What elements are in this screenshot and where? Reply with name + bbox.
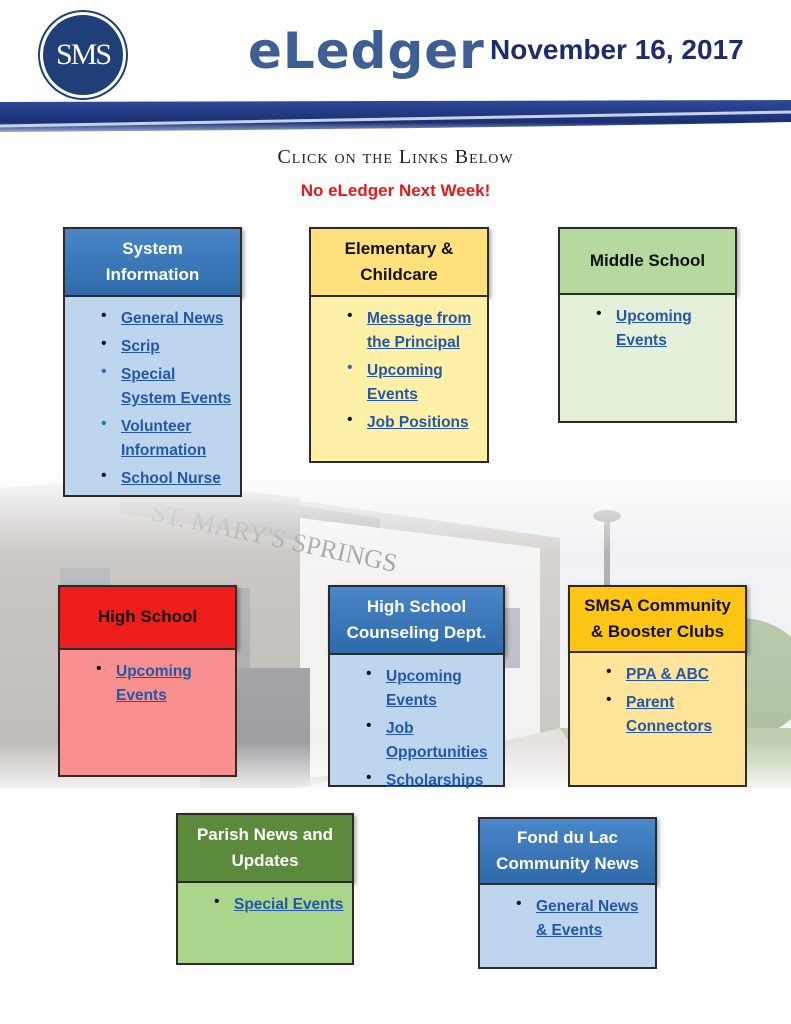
issue-date: November 16, 2017 xyxy=(490,34,744,65)
list-item xyxy=(311,359,487,407)
parish-title-line2: Updates xyxy=(231,851,299,870)
list-item xyxy=(311,307,487,355)
counseling-card xyxy=(328,585,505,790)
link-job[interactable]: Job xyxy=(386,720,414,738)
page-title: eLedger xyxy=(248,22,485,80)
smsa-title-line2: & Booster Clubs xyxy=(590,622,725,641)
middle-school-card xyxy=(558,227,737,423)
logo-text: SMS xyxy=(55,38,111,71)
middle-school-body xyxy=(558,295,737,423)
link-events[interactable]: Events xyxy=(386,692,437,710)
link-ppa-abc[interactable]: PPA & ABC xyxy=(626,666,709,683)
link-scrip[interactable]: Scrip xyxy=(121,338,160,356)
link-and-events[interactable]: & Events xyxy=(536,922,603,940)
list-item xyxy=(65,415,240,463)
smsa-body xyxy=(568,653,747,787)
fond-du-lac-title-line2: Community News xyxy=(496,854,639,873)
system-information-card xyxy=(63,227,242,497)
list-item xyxy=(65,467,240,491)
link-the-principal[interactable]: the Principal xyxy=(367,334,461,352)
elementary-title-line1: Elementary & xyxy=(344,238,454,258)
list-item xyxy=(311,411,487,435)
link-events[interactable]: Events xyxy=(616,332,667,350)
link-connectors[interactable]: Connectors xyxy=(626,718,713,736)
system-information-body xyxy=(63,297,242,497)
click-links-heading: Click on the Links Below xyxy=(277,146,514,168)
counseling-links xyxy=(330,665,503,793)
list-item xyxy=(60,660,235,708)
system-information-title-line2: Information xyxy=(105,265,200,284)
list-item xyxy=(330,769,503,793)
link-system-events[interactable]: System Events xyxy=(121,390,232,408)
counseling-title-line2: Counseling Dept. xyxy=(346,623,487,642)
parish-links xyxy=(178,893,352,917)
link-special[interactable]: Special xyxy=(121,366,176,384)
list-item xyxy=(65,307,240,331)
list-item xyxy=(65,335,240,359)
link-events[interactable]: Events xyxy=(367,386,418,404)
smsa-card xyxy=(568,585,747,787)
parish-header xyxy=(176,813,354,883)
link-volunteer[interactable]: Volunteer xyxy=(121,418,192,436)
high-school-header xyxy=(58,585,237,650)
elementary-header xyxy=(309,227,489,297)
link-special-events[interactable]: Special Events xyxy=(234,896,344,913)
system-information-title-line1: System xyxy=(122,238,183,258)
middle-school-title: Middle School xyxy=(589,250,706,270)
link-message-from[interactable]: Message from xyxy=(367,310,472,327)
system-information-header xyxy=(63,227,242,297)
smsa-title-line1: SMSA Community xyxy=(584,595,731,615)
header-swoosh-bar xyxy=(0,100,791,134)
elementary-card xyxy=(309,227,489,463)
fond-du-lac-links xyxy=(480,895,655,943)
list-item xyxy=(65,363,240,411)
link-school-nurse[interactable]: School Nurse xyxy=(121,470,221,488)
list-item xyxy=(570,663,745,687)
link-general-news[interactable]: General News xyxy=(536,898,639,915)
link-upcoming[interactable]: Upcoming xyxy=(367,362,443,380)
middle-school-links xyxy=(560,305,735,353)
parish-title-line1: Parish News and xyxy=(196,824,334,844)
smsa-links xyxy=(570,663,745,739)
high-school-title: High School xyxy=(97,607,198,627)
fond-du-lac-card xyxy=(478,817,657,969)
list-item xyxy=(570,691,745,739)
link-volunteer-information[interactable]: Information xyxy=(121,442,207,460)
link-upcoming[interactable]: Upcoming xyxy=(386,668,462,685)
counseling-title-line1: High School xyxy=(366,596,467,616)
sms-logo xyxy=(40,12,126,98)
system-information-links xyxy=(65,307,240,491)
list-item xyxy=(330,665,503,713)
smsa-header xyxy=(568,585,747,653)
high-school-card xyxy=(58,585,237,777)
list-item xyxy=(560,305,735,353)
elementary-body xyxy=(309,297,489,463)
high-school-body xyxy=(58,650,237,777)
list-item xyxy=(480,895,655,943)
link-general-news[interactable]: General News xyxy=(121,310,224,327)
high-school-links xyxy=(60,660,235,708)
counseling-header xyxy=(328,585,505,655)
elementary-links xyxy=(311,307,487,435)
middle-school-header xyxy=(558,227,737,295)
parish-body xyxy=(176,883,354,965)
link-job-positions[interactable]: Job Positions xyxy=(367,414,469,432)
link-upcoming[interactable]: Upcoming xyxy=(116,663,192,680)
elementary-title-line2: Childcare xyxy=(360,265,438,284)
fond-du-lac-header xyxy=(478,817,657,885)
list-item xyxy=(330,717,503,765)
link-scholarships[interactable]: Scholarships xyxy=(386,772,484,790)
link-opportunities[interactable]: Opportunities xyxy=(386,744,488,762)
link-events[interactable]: Events xyxy=(116,687,167,705)
link-upcoming[interactable]: Upcoming xyxy=(616,308,692,325)
link-parent[interactable]: Parent xyxy=(626,694,675,712)
fond-du-lac-title-line1: Fond du Lac xyxy=(516,827,619,847)
no-eledger-notice: No eLedger Next Week! xyxy=(300,181,491,200)
counseling-body xyxy=(328,655,505,790)
parish-card xyxy=(176,813,354,965)
fond-du-lac-body xyxy=(478,885,657,969)
list-item xyxy=(178,893,352,917)
